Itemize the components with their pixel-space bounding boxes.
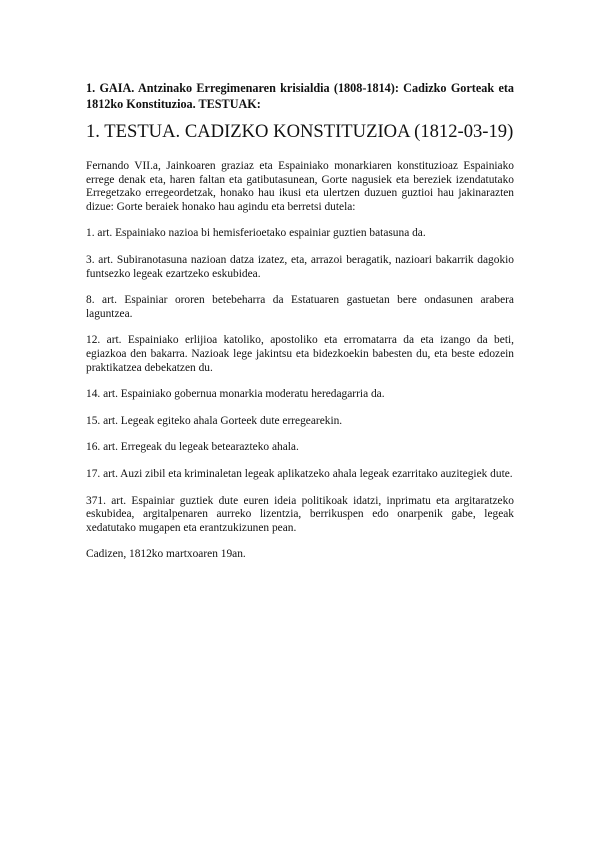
closing-date: Cadizen, 1812ko martxoaren 19an. — [86, 548, 246, 561]
article-8: 8. art. Espainiar ororen betebeharra da Estatuaren gastuetan bere ondasunen arabera laguntzea. — [86, 294, 514, 320]
article-14: 14. art. Espainiako gobernua monarkia moderatu heredagarria da. — [86, 388, 385, 401]
article-12: 12. art. Espainiako erlijioa katoliko, apostoliko eta erromatarra da eta izango da beti, egiazkoa den bakarra. Nazioak lege jakintsu eta bidezkoekin babesten du, eta beste edozein praktikatzea debekatzen du. — [86, 334, 514, 374]
article-1: 1. art. Espainiako nazioa bi hemisferioetako espainiar guztien batasuna da. — [86, 227, 426, 240]
article-371: 371. art. Espainiar guztiek dute euren ideia politikoak idatzi, inprimatu eta argitaratzeko eskubidea, argitalpenaren aurreko lizentzia, berrikuspen edo onarpenik gabe, legeak xedatutako mugapen eta erantzukizunen pean. — [86, 494, 514, 534]
document-page — [86, 80, 514, 575]
preamble-paragraph: Fernando VII.a, Jainkoaren graziaz eta Espainiako monarkiaren konstituzioaz Espainiako errege denak eta, haren faltan eta gatibutasunean, Gorte nagusiek eta bereziek izendatutako Erregetzako erregeordetzak, honako hau ikusi eta ulertzen duzuen guztioi hau jakinarazten dizue: Gorte beraiek honako hau agindu eta berretsi dutela: — [86, 160, 514, 213]
document-title: 1. TESTUA. CADIZKO KONSTITUZIOA (1812-03-19) — [86, 121, 514, 142]
article-3: 3. art. Subiranotasuna nazioan datza izatez, eta, arrazoi beragatik, nazioari bakarrik dagokio funtsezko legeak ezartzeko eskubidea. — [86, 253, 514, 280]
article-15: 15. art. Legeak egiteko ahala Gorteek dute erregearekin. — [86, 414, 343, 427]
chapter-heading: 1. GAIA. Antzinako Erregimenaren krisialdia (1808-1814): Cadizko Gorteak eta 1812ko Konstituzioa. TESTUAK: — [86, 81, 514, 111]
article-17: 17. art. Auzi zibil eta kriminaletan legeak aplikatzeko ahala legeak ezarritako auzitegiek dute. — [86, 467, 513, 480]
article-16: 16. art. Erregeak du legeak betearazteko ahala. — [86, 441, 299, 454]
